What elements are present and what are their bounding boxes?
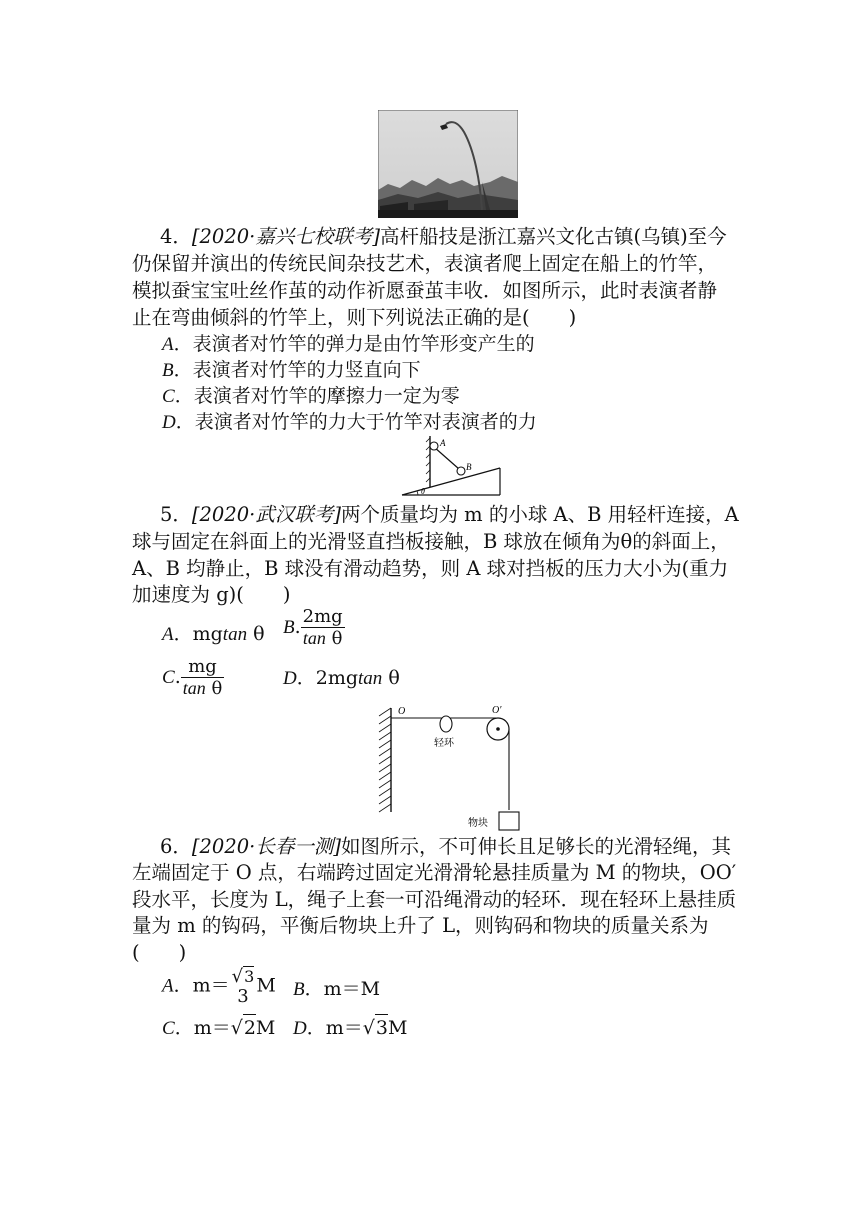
option-letter: C — [162, 667, 175, 688]
q4-source: [2020·嘉兴七校联考] — [191, 225, 380, 248]
fraction — [301, 607, 345, 649]
q4-number: 4． — [160, 225, 192, 248]
q4-stem-line4: 止在弯曲倾斜的竹竿上，则下列说法正确的是( ) — [132, 306, 577, 329]
option-letter: B — [293, 979, 305, 1000]
q6-option-b[interactable] — [293, 976, 380, 1003]
q5-option-b[interactable] — [283, 607, 345, 649]
q5-number: 5． — [160, 503, 192, 526]
option-text: ．表演者对竹竿的摩擦力一定为零 — [174, 385, 460, 407]
radicand: 3 — [375, 1014, 388, 1041]
theta-text: θ — [382, 667, 400, 689]
label-a: A — [440, 438, 446, 448]
q6-option-d[interactable]: D．m＝√3M — [293, 1014, 407, 1042]
pole-boat-photo — [378, 110, 518, 218]
q5-option-c[interactable] — [162, 657, 224, 699]
option-text: ．表演者对竹竿的力大于竹竿对表演者的力 — [175, 411, 537, 433]
q5-stem-line3: A、B 均静止，B 球没有滑动趋势，则 A 球对挡板的压力大小为(重力 — [132, 557, 729, 580]
option-unit: M — [387, 1017, 408, 1039]
q5-option-d[interactable] — [283, 665, 400, 692]
block — [499, 812, 519, 830]
option-text: ．m＝ — [306, 1017, 363, 1039]
light-ring — [440, 716, 452, 732]
option-letter: A — [162, 334, 174, 355]
numerator: 2mg — [302, 606, 343, 627]
denominator: 3 — [237, 986, 249, 1007]
theta-text: θ — [247, 623, 265, 645]
fraction — [230, 966, 257, 1007]
option-text: ．m＝ — [174, 1017, 231, 1039]
incline-figure — [400, 434, 504, 498]
pulley-figure — [374, 702, 526, 834]
option-letter: A — [162, 624, 174, 645]
tan-text: tan — [302, 628, 326, 648]
label-ring: 轻环 — [434, 738, 454, 749]
option-dot: . — [174, 666, 181, 688]
denominator — [181, 678, 225, 699]
label-b: B — [466, 462, 472, 472]
q5-stem-text: 两个质量均为 m 的小球 A、B 用轻杆连接，A — [340, 503, 739, 526]
label-block: 物块 — [468, 818, 488, 829]
q4-stem-line3: 模拟蚕宝宝吐丝作茧的动作祈愿蚕茧丰收．如图所示，此时表演者静 — [132, 279, 718, 302]
option-text: ．mg — [173, 623, 223, 645]
q5-stem-line1 — [160, 502, 739, 528]
label-o-prime: O′ — [492, 705, 502, 716]
tan-text: tan — [182, 678, 206, 698]
tan-text: tan — [358, 668, 383, 689]
q4-stem-text: 高杆船技是浙江嘉兴文化古镇(乌镇)至今 — [379, 225, 727, 248]
option-letter: B — [283, 617, 295, 638]
option-unit: M — [255, 1017, 276, 1039]
option-letter: D — [283, 668, 297, 689]
q6-option-a[interactable] — [162, 966, 276, 1007]
theta-text: θ — [205, 678, 223, 699]
q6-stem-line1 — [160, 834, 731, 860]
denominator — [301, 628, 345, 649]
q4-option-d[interactable] — [162, 409, 537, 436]
option-text: ．表演者对竹竿的弹力是由竹竿形变产生的 — [173, 333, 535, 355]
option-unit: M — [256, 974, 276, 997]
q6-number: 6． — [160, 835, 192, 858]
option-letter: D — [162, 412, 176, 433]
radicand: 2 — [243, 1014, 256, 1041]
q4-stem-line1 — [160, 224, 727, 250]
theta-text: θ — [325, 628, 343, 649]
label-theta: θ — [421, 487, 425, 496]
tan-text: tan — [222, 624, 248, 645]
numerator: mg — [181, 657, 225, 678]
option-letter: D — [293, 1018, 307, 1039]
q6-source: [2020·长春一测] — [191, 835, 341, 858]
numerator: √3 — [231, 966, 255, 987]
option-text: ．m＝ — [173, 974, 230, 997]
q6-option-c[interactable]: C．m＝√2M — [162, 1014, 275, 1042]
fraction — [181, 657, 225, 699]
option-letter: B — [162, 360, 174, 381]
label-o: O — [398, 706, 406, 717]
option-letter: C — [162, 1018, 175, 1039]
q6-stem-line5: ( ) — [132, 941, 187, 964]
option-dot: . — [294, 616, 301, 638]
q5-stem-line4: 加速度为 g)( ) — [132, 583, 291, 606]
option-text: ．2mg — [296, 667, 359, 689]
q4-option-a[interactable] — [162, 331, 535, 358]
option-letter: C — [162, 386, 175, 407]
q5-option-a[interactable] — [162, 621, 265, 648]
q6-stem-line2: 左端固定于 O 点，右端跨过固定光滑滑轮悬挂质量为 M 的物块，OO′ — [132, 861, 737, 884]
q6-stem-text: 如图所示，不可伸长且足够长的光滑轻绳，其 — [340, 835, 731, 858]
option-letter: A — [162, 975, 174, 997]
q4-option-c[interactable] — [162, 383, 460, 410]
q5-source: [2020·武汉联考] — [191, 503, 341, 526]
option-text: ．表演者对竹竿的力竖直向下 — [173, 359, 421, 381]
q6-stem-line4: 量为 m 的钩码，平衡后物块上升了 L，则钩码和物块的质量关系为 — [132, 914, 709, 937]
radicand: 3 — [244, 967, 255, 986]
q4-option-b[interactable] — [162, 357, 421, 384]
q4-stem-line2: 仍保留并演出的传统民间杂技艺术，表演者爬上固定在船上的竹竿， — [132, 252, 718, 275]
option-text: ．m＝M — [304, 978, 381, 1000]
ball-b — [457, 467, 465, 475]
ball-a — [430, 442, 438, 450]
q6-stem-line3: 段水平，长度为 L，绳子上套一可沿绳滑动的轻环．现在轻环上悬挂质 — [132, 888, 737, 911]
q5-stem-line2: 球与固定在斜面上的光滑竖直挡板接触，B 球放在倾角为θ的斜面上， — [132, 530, 730, 553]
